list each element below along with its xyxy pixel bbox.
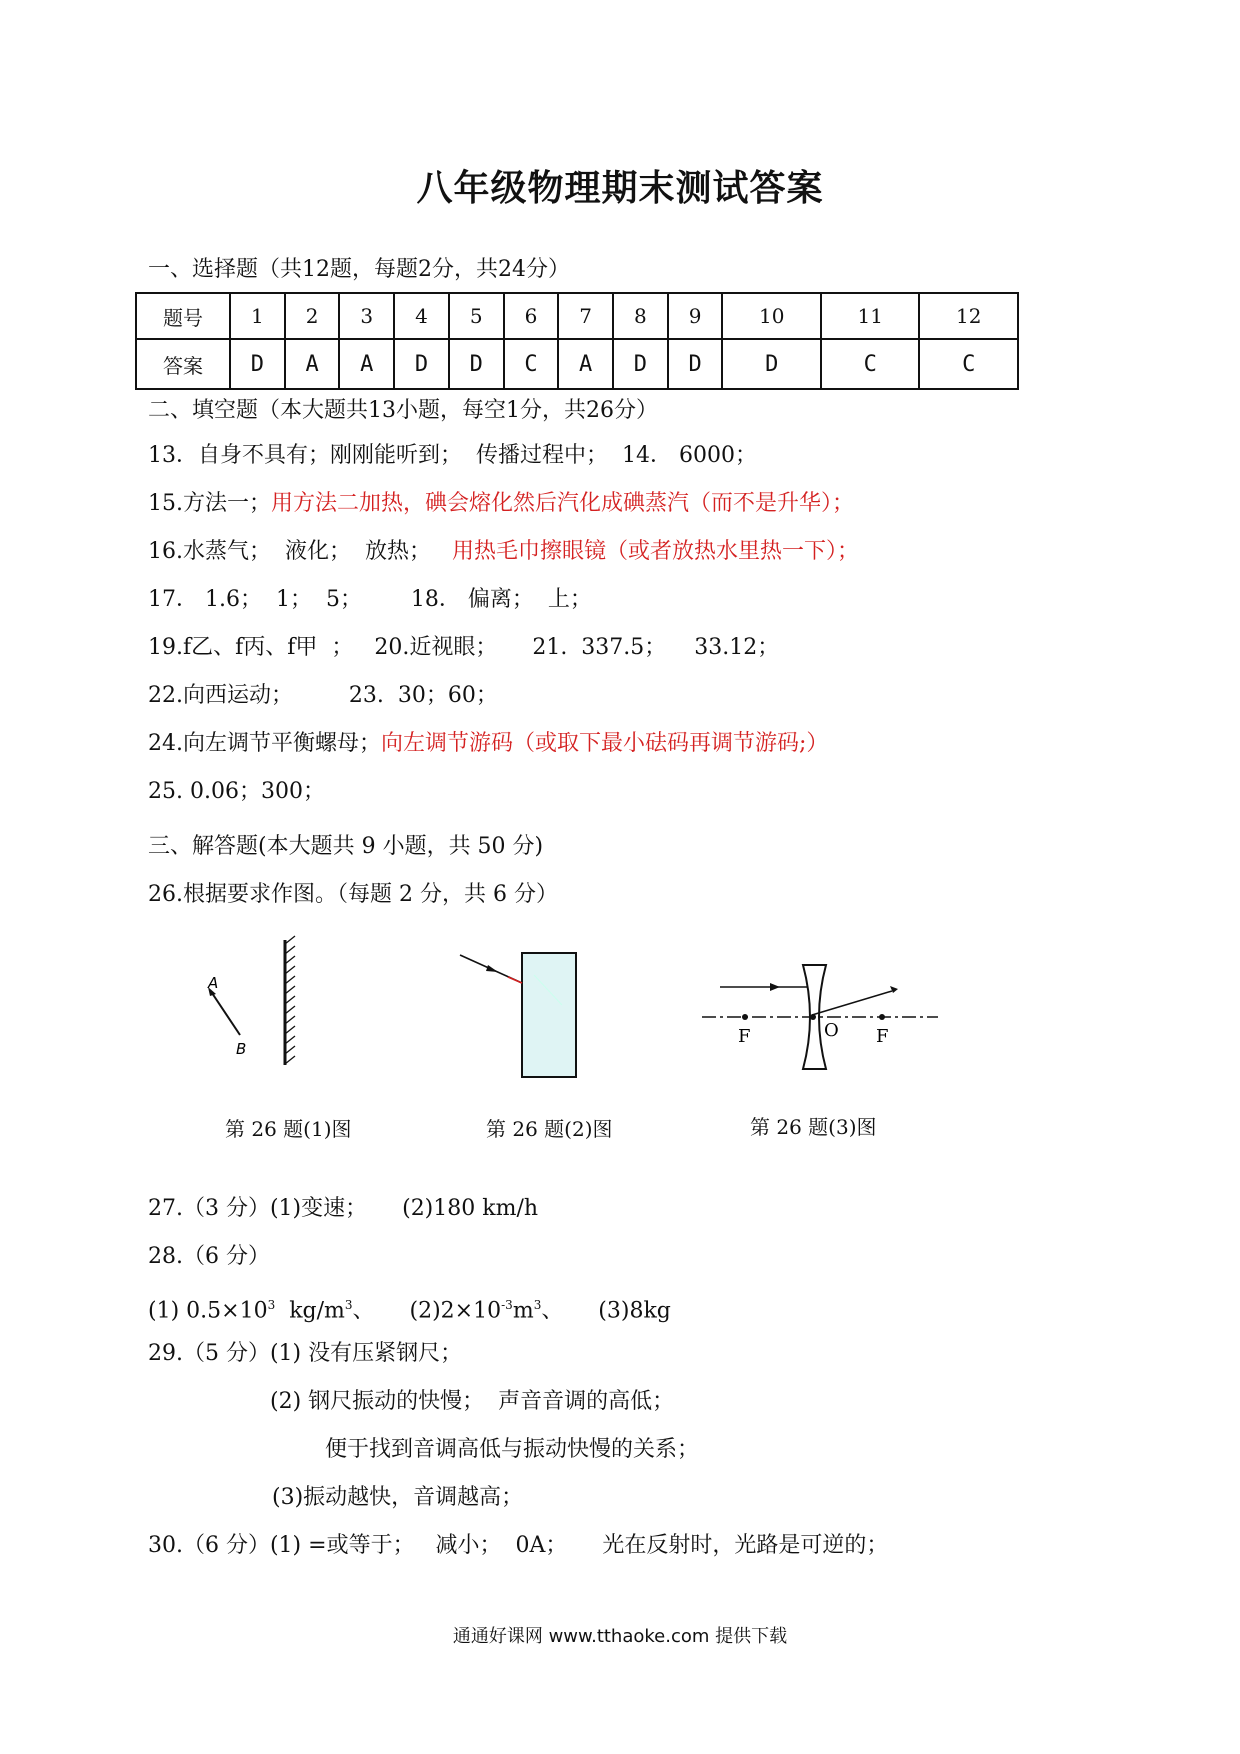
question-number: 4 [394, 293, 449, 339]
answer-28-p2-sup: 3 [344, 1298, 353, 1312]
answer-28-p4: m [512, 1298, 534, 1324]
question-number: 5 [449, 293, 504, 339]
answer-line-29-3: (3)振动越快，音调越高； [272, 1485, 524, 1510]
question-number: 9 [668, 293, 723, 339]
answer-line-28-detail [148, 1290, 671, 1326]
label-f-left: F [738, 1026, 751, 1047]
answer-cell: D [613, 339, 668, 389]
answer-24-part2: 向左调节游码（或取下最小砝码再调节游码;） [381, 731, 829, 756]
answer-28-p1-sup: 3 [267, 1298, 276, 1312]
question-number: 11 [821, 293, 920, 339]
answer-24-part1: 24.向左调节平衡螺母； [148, 731, 381, 756]
answer-line-22: 22.向西运动； 23. 30；60； [148, 683, 498, 708]
row-label-answer: 答案 [136, 339, 230, 389]
table-row-answers [136, 339, 1018, 389]
answer-cell: D [449, 339, 504, 389]
answer-28-p4-sup: 3 [533, 1298, 542, 1312]
answer-line-15 [148, 489, 854, 519]
answer-line-27: 27.（3 分）(1)变速； (2)180 km/h [148, 1196, 539, 1221]
question-number: 8 [613, 293, 668, 339]
answer-line-24 [148, 729, 828, 759]
question-number: 2 [285, 293, 340, 339]
question-number: 12 [919, 293, 1018, 339]
figure-26-2 [450, 945, 590, 1085]
answer-15-part2: 用方法二加热，碘会熔化然后汽化成碘蒸汽（而不是升华）； [271, 491, 855, 516]
answer-line-13: 13．自身不具有；刚刚能听到； 传播过程中； 14． 6000； [148, 443, 757, 468]
question-number: 6 [504, 293, 559, 339]
answer-line-28: 28.（6 分） [148, 1244, 270, 1269]
answer-line-26: 26.根据要求作图。（每题 2 分，共 6 分） [148, 882, 558, 907]
answer-line-30: 30.（6 分）(1) =或等于； 减小； 0A； 光在反射时，光路是可逆的； [148, 1533, 889, 1558]
answer-16-part1: 16.水蒸气； 液化； 放热； [148, 539, 452, 564]
answer-cell: D [668, 339, 723, 389]
answer-cell: A [285, 339, 340, 389]
figure-26-2-caption: 第 26 题(2)图 [486, 1117, 613, 1141]
answer-cell: C [821, 339, 920, 389]
answer-line-25: 25. 0.06；300； [148, 779, 325, 804]
answer-line-16 [148, 537, 859, 567]
answer-line-19: 19.f乙、f丙、f甲 ； 20.近视眼； 21. 337.5； 33.12； [148, 635, 780, 660]
answer-16-part2: 用热毛巾擦眼镜（或者放热水里热一下）； [451, 539, 859, 564]
answer-line-17: 17． 1.6； 1； 5； 18． 偏离； 上； [148, 587, 592, 612]
figure-26-1 [190, 930, 330, 1070]
answer-line-29-2: (2) 钢尺振动的快慢； 声音音调的高低； [270, 1389, 675, 1414]
figure-26-3-caption: 第 26 题(3)图 [750, 1115, 877, 1139]
answer-28-p1: (1) 0.5×10 [148, 1298, 268, 1324]
answer-line-29-2b: 便于找到音调高低与振动快慢的关系； [325, 1437, 700, 1462]
figure-26-3 [700, 955, 940, 1080]
row-label-number: 题号 [136, 293, 230, 339]
answer-28-p5: 、 (3)8kg [541, 1298, 671, 1324]
answer-cell: C [504, 339, 559, 389]
page-title: 八年级物理期末测试答案 [416, 168, 824, 209]
answer-cell: C [919, 339, 1018, 389]
label-a: A [208, 974, 219, 992]
section2-heading: 二、填空题（本大题共13小题，每空1分，共26分） [148, 398, 658, 423]
section3-heading: 三、解答题(本大题共 9 小题，共 50 分) [148, 834, 544, 859]
label-f-right: F [876, 1026, 889, 1047]
answer-cell: D [230, 339, 285, 389]
table-row-numbers [136, 293, 1018, 339]
answer-cell: A [558, 339, 613, 389]
question-number: 10 [722, 293, 821, 339]
answer-cell: D [394, 339, 449, 389]
figure-26-1-caption: 第 26 题(1)图 [225, 1117, 352, 1141]
question-number: 1 [230, 293, 285, 339]
label-b: B [236, 1040, 247, 1058]
section1-heading: 一、选择题（共12题，每题2分，共24分） [148, 257, 570, 282]
answer-cell: D [722, 339, 821, 389]
footer-credit: 通通好课网 www.tthaoke.com 提供下载 [452, 1626, 788, 1647]
question-number: 3 [339, 293, 394, 339]
answer-28-p3-sup: -3 [501, 1298, 513, 1312]
answer-15-part1: 15.方法一； [148, 491, 271, 516]
label-o: O [824, 1020, 839, 1041]
answer-cell: A [339, 339, 394, 389]
answer-28-p2: kg/m [275, 1298, 345, 1324]
answer-28-p3: 、 (2)2×10 [352, 1298, 502, 1324]
question-number: 7 [558, 293, 613, 339]
answer-line-29: 29.（5 分）(1) 没有压紧钢尺； [148, 1341, 463, 1366]
answer-table [135, 292, 1019, 390]
